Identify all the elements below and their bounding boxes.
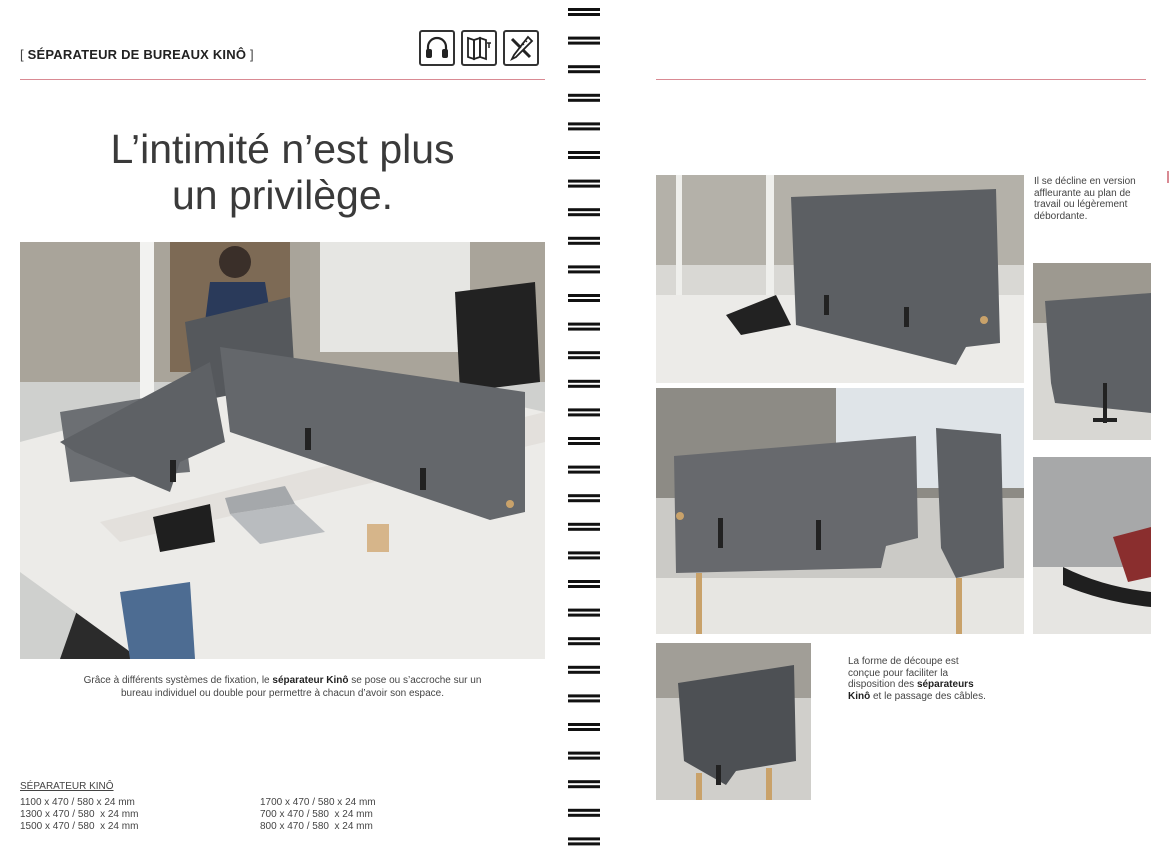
intro-caption — [70, 674, 495, 700]
tools-icon — [503, 30, 539, 66]
bracket-close: ] — [246, 47, 254, 62]
partition-panels-icon — [461, 30, 497, 66]
caption-part-1: Grâce à différents systèmes de fixation, le — [83, 675, 273, 686]
note-cut-shape — [848, 656, 988, 702]
specs-column-1 — [20, 797, 138, 833]
feature-icons — [419, 30, 539, 66]
section-title-text: SÉPARATEUR DE BUREAUX KINÔ — [27, 47, 247, 62]
spec-line: 800 x 470 / 580 x 24 mm — [260, 821, 373, 832]
specs-title: SÉPARATEUR KINÔ — [20, 781, 114, 792]
caption-product-name: séparateur Kinô — [272, 675, 349, 686]
note-cut-part-1: La forme de découpe est conçue pour faciliter la disposition des — [848, 656, 959, 690]
headphones-icon — [419, 30, 455, 66]
note-cut-product-name: séparateurs Kinô — [848, 679, 974, 702]
left-page — [0, 0, 560, 860]
spec-line: 1700 x 470 / 580 x 24 mm — [260, 797, 376, 808]
photo-panel-side — [1033, 263, 1151, 440]
headline-line-2: un privilège. — [171, 172, 394, 218]
photo-panel-cutout — [656, 643, 811, 800]
spec-line: 700 x 470 / 580 x 24 mm — [260, 809, 373, 820]
specs-column-2 — [260, 797, 376, 833]
bracket-open: [ — [20, 47, 28, 62]
section-title — [20, 47, 254, 62]
note-variants: Il se décline en version affleurante au plan de travail ou légèrement débordante. — [1034, 176, 1136, 222]
main-office-photo — [20, 242, 545, 659]
photo-double-desk — [656, 388, 1024, 634]
header-rule-right — [656, 79, 1146, 80]
spec-line: 1100 x 470 / 580 x 24 mm — [20, 797, 135, 808]
caption-part-2: se pose ou s’accroche sur un bureau individuel ou double pour permettre à chacun d’avoir son espace. — [121, 675, 482, 699]
headline — [20, 126, 545, 218]
page-tab-marker — [1167, 171, 1169, 183]
spec-line: 1500 x 470 / 580 x 24 mm — [20, 821, 139, 832]
note-cut-part-2: et le passage des câbles. — [870, 690, 986, 702]
spec-line: 1300 x 470 / 580 x 24 mm — [20, 809, 139, 820]
photo-hand-cable — [1033, 457, 1151, 634]
header-rule — [20, 79, 545, 80]
headline-line-1: L’intimité n’est plus — [110, 126, 455, 172]
photo-desk-phone — [656, 175, 1024, 383]
